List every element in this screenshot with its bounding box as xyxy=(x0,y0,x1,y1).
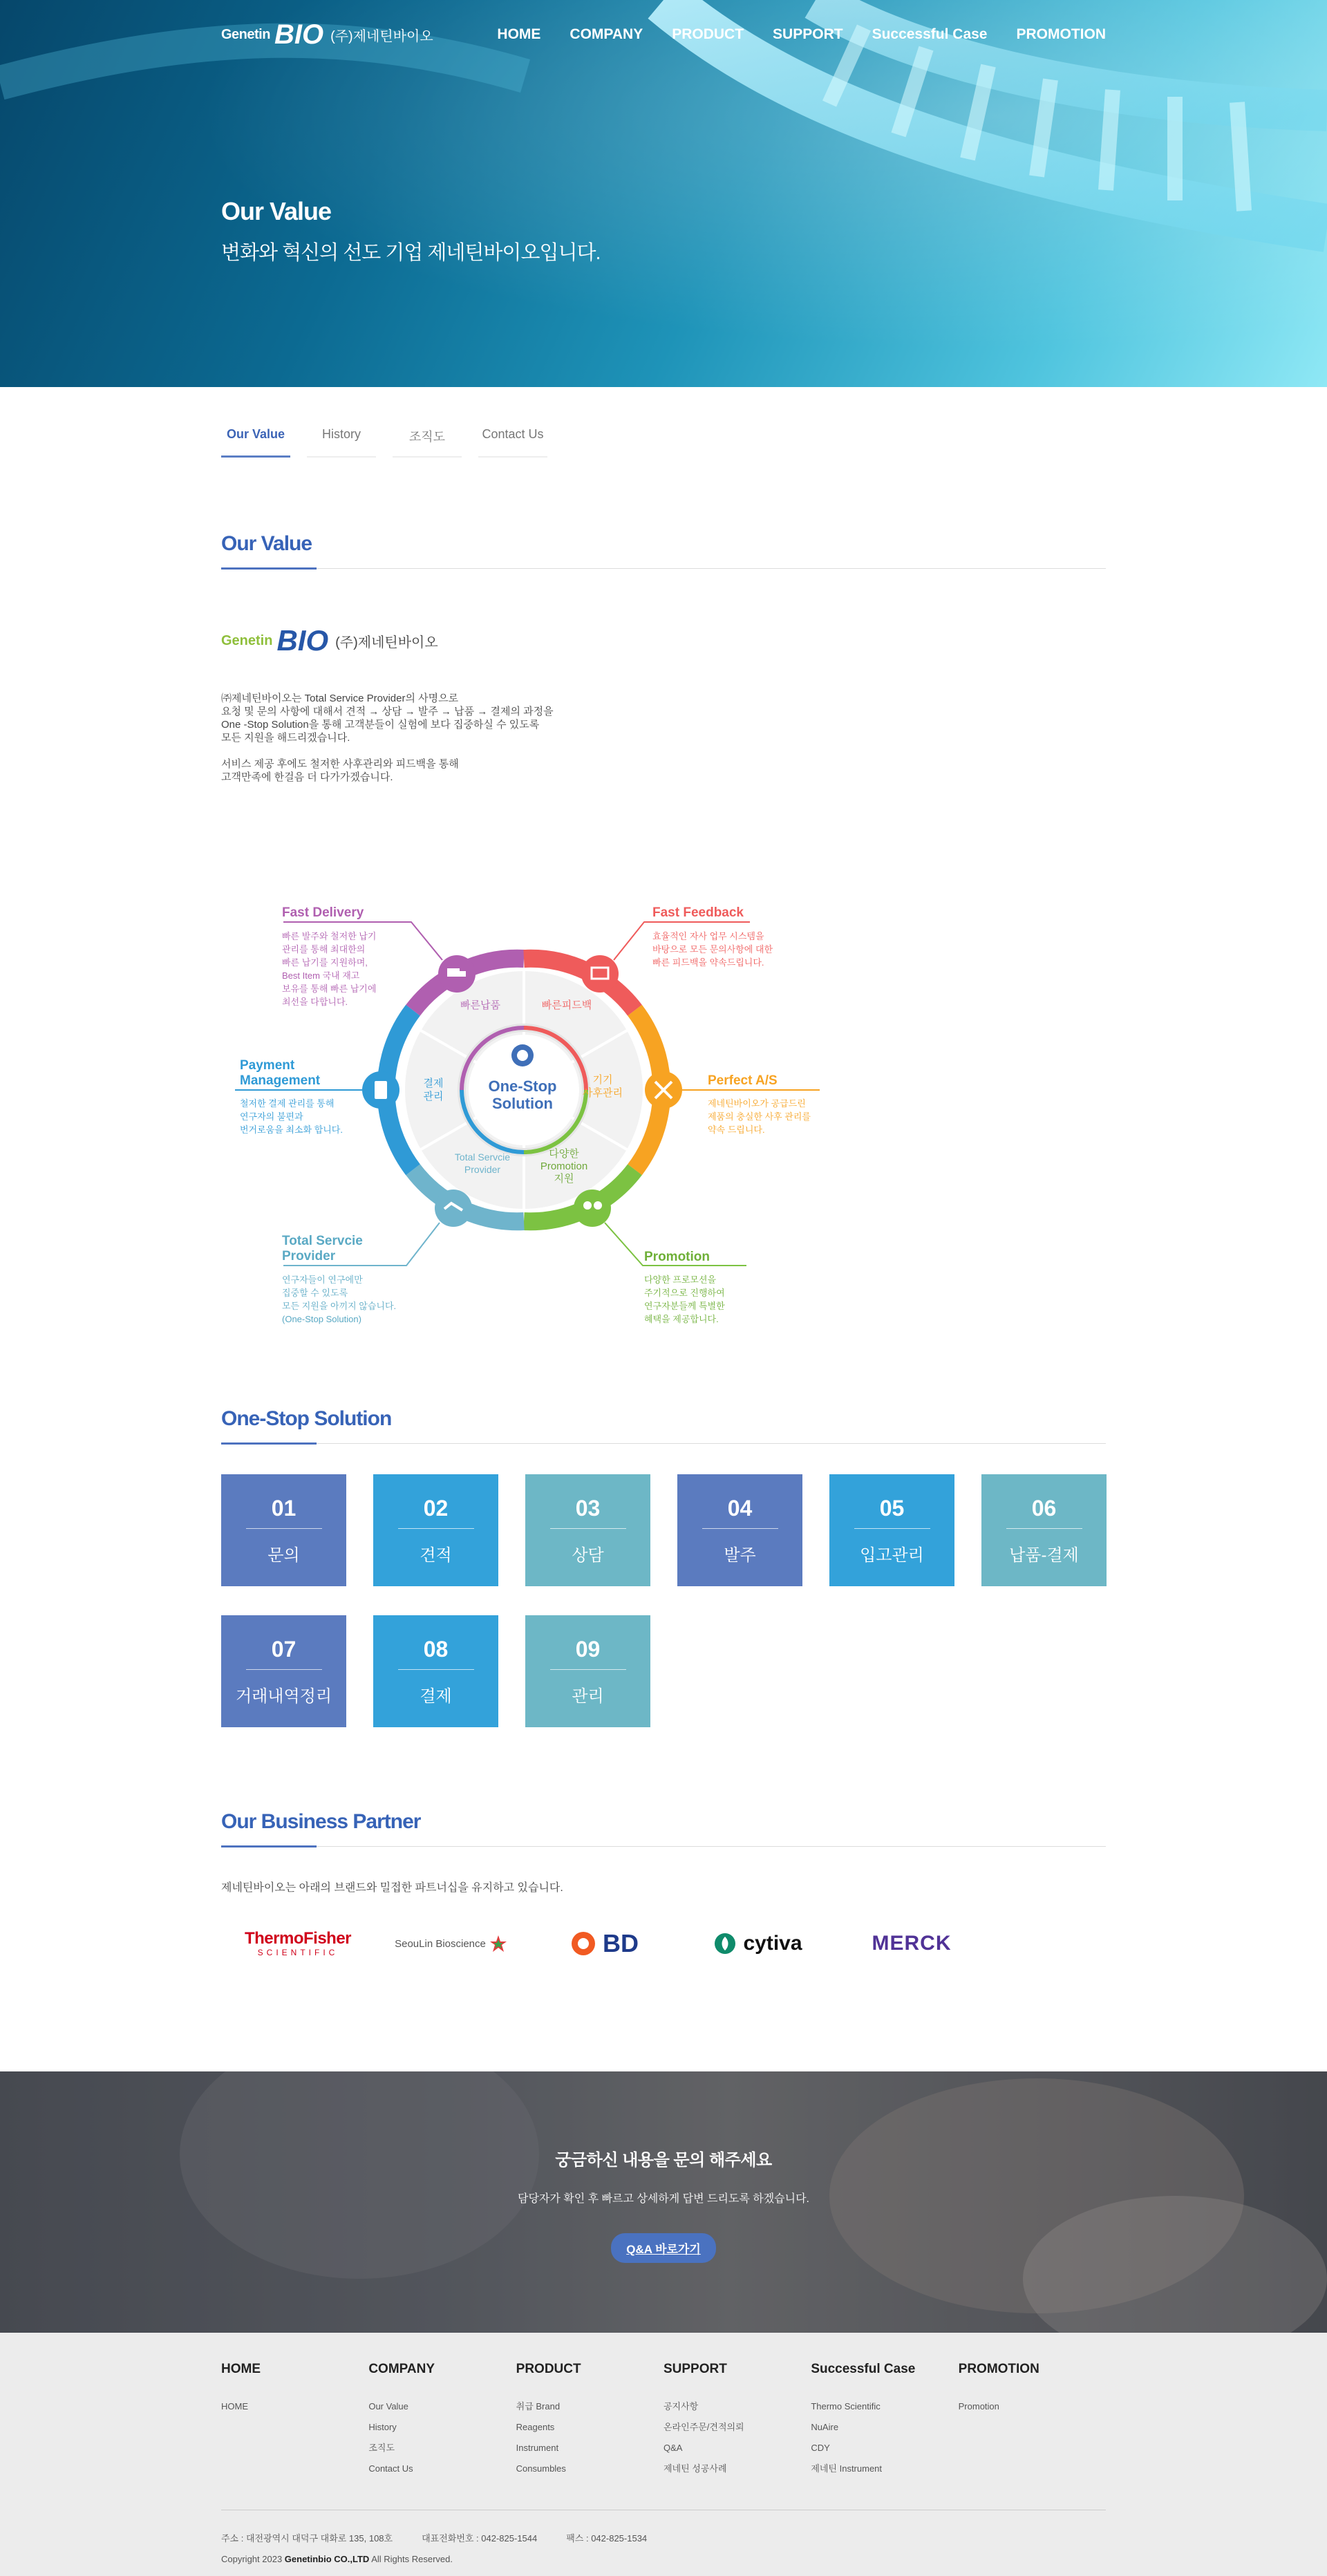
footer-link[interactable]: 제네틴 성공사례 xyxy=(663,2463,727,2474)
footer-link[interactable]: 온라인주문/견적의뢰 xyxy=(663,2422,744,2432)
center-title-1: One-Stop xyxy=(488,1078,557,1095)
step-label: 문의 xyxy=(267,1545,300,1565)
footer-link[interactable]: Consumbles xyxy=(516,2463,566,2474)
solution-step xyxy=(221,1615,346,1727)
nav-home[interactable]: HOME xyxy=(497,26,541,42)
intro-logo-bio: BIO xyxy=(276,624,329,657)
solution-step xyxy=(525,1615,650,1727)
footer-col-company xyxy=(368,2362,516,2479)
callout-feedback-line: 바탕으로 모든 문의사항에 대한 xyxy=(652,944,773,955)
intro-logo-genetin: Genetin xyxy=(221,632,273,648)
solution-step xyxy=(221,1474,346,1586)
seg-label-delivery: 빠른납품 xyxy=(460,999,500,1011)
one-stop-grid xyxy=(221,1474,1106,1727)
brand-logo[interactable] xyxy=(221,19,433,50)
partner-seoulin[interactable] xyxy=(375,1919,528,1968)
step-number: 04 xyxy=(702,1496,778,1529)
footer-col-promotion xyxy=(959,2362,1106,2479)
footer-col-title: PRODUCT xyxy=(516,2362,581,2376)
cytiva-leaf-icon xyxy=(714,1933,736,1955)
step-label: 결제 xyxy=(420,1686,452,1706)
value-wheel xyxy=(221,832,1106,1357)
qna-description: 담당자가 확인 후 빠르고 상세하게 답변 드리도록 하겠습니다. xyxy=(518,2193,809,2205)
seg-label-tsp-2: Provider xyxy=(464,1164,501,1175)
seoulin-star-icon xyxy=(489,1934,508,1953)
monitor-icon xyxy=(581,955,619,993)
callout-as-title: Perfect A/S xyxy=(708,1073,778,1088)
thermo-sub: SCIENTIFIC xyxy=(257,1948,339,1957)
hero-title: Our Value xyxy=(221,197,332,225)
intro-line: 서비스 제공 후에도 철저한 사후관리와 피드백을 통해 xyxy=(221,758,459,770)
footer-link[interactable]: Thermo Scientific xyxy=(811,2401,881,2412)
handshake-icon xyxy=(435,1190,472,1227)
footer-address: 주소 : 대전광역시 대덕구 대화로 135, 108호 xyxy=(221,2533,393,2544)
callout-delivery-line: 관리를 통해 최대한의 xyxy=(282,944,366,955)
callout-tsp-line: 연구자들이 연구에만 xyxy=(282,1275,363,1285)
site-footer xyxy=(0,2333,1327,2576)
seoulin-wordmark: SeouLin Bioscience xyxy=(395,1937,486,1950)
qna-content xyxy=(0,2071,1327,2263)
callout-as-line: 약속 드립니다. xyxy=(708,1125,765,1135)
step-number: 08 xyxy=(398,1637,474,1670)
footer-col-title: COMPANY xyxy=(368,2362,435,2376)
value-diagram xyxy=(221,832,1106,1357)
copyright-suffix: All Rights Reserved. xyxy=(369,2554,453,2564)
footer-link[interactable]: 제네틴 Instrument xyxy=(811,2463,883,2474)
step-number: 06 xyxy=(1006,1496,1082,1529)
callout-payment-title-1: Payment xyxy=(240,1058,295,1073)
footer-link[interactable]: HOME xyxy=(221,2401,248,2412)
callout-delivery-line: 보유를 통해 빠른 납기에 xyxy=(282,984,377,994)
main-content xyxy=(221,416,1106,1968)
callout-delivery-title: Fast Delivery xyxy=(282,905,364,920)
footer-link[interactable]: CDY xyxy=(811,2443,830,2453)
footer-link[interactable]: Reagents xyxy=(516,2422,555,2432)
solution-step xyxy=(677,1474,802,1586)
step-label: 견적 xyxy=(420,1545,452,1565)
copyright-prefix: Copyright 2023 xyxy=(221,2554,285,2564)
step-number: 03 xyxy=(550,1496,626,1529)
nav-company[interactable]: COMPANY xyxy=(570,26,643,42)
merck-wordmark: MERCK xyxy=(872,1932,952,1955)
footer-link[interactable]: Q&A xyxy=(663,2443,683,2453)
footer-copyright xyxy=(221,2554,1106,2564)
solution-step xyxy=(373,1474,498,1586)
step-label: 발주 xyxy=(724,1545,756,1565)
copyright-company: Genetinbio CO.,LTD xyxy=(284,2554,370,2564)
seg-label-feedback: 빠른피드백 xyxy=(541,999,592,1011)
seg-label-as-1: 기기 xyxy=(592,1074,613,1086)
footer-col-title: PROMOTION xyxy=(958,2362,1039,2376)
seg-label-pay-1: 결제 xyxy=(423,1078,444,1089)
sub-navigation xyxy=(221,416,1106,458)
main-menu xyxy=(497,26,1106,43)
tab-our-value[interactable]: Our Value xyxy=(221,416,290,458)
callout-payment-line: 번거로움을 최소화 합니다. xyxy=(240,1125,343,1135)
bd-sun-icon xyxy=(571,1931,596,1956)
callout-tsp-line: 집중할 수 있도록 xyxy=(282,1288,348,1298)
callout-delivery-line: 빠른 발주와 철저한 납기 xyxy=(282,931,377,941)
step-number: 09 xyxy=(550,1637,626,1670)
footer-link[interactable]: Promotion xyxy=(958,2401,999,2412)
callout-as-line: 제품의 충실한 사후 관리를 xyxy=(708,1111,811,1122)
tab-history[interactable]: History xyxy=(307,416,376,458)
nav-support[interactable]: SUPPORT xyxy=(773,26,843,42)
footer-link[interactable]: 공지사항 xyxy=(663,2401,699,2412)
bd-wordmark: BD xyxy=(603,1929,639,1957)
intro-paragraph-1 xyxy=(221,692,1106,744)
footer-tel: 대표전화번호 : 042-825-1544 xyxy=(422,2533,538,2544)
callout-payment-line: 철저한 결제 관리를 통해 xyxy=(240,1098,335,1109)
footer-link[interactable]: Instrument xyxy=(516,2443,559,2453)
intro-logo xyxy=(221,624,1106,657)
seg-label-tsp-1: Total Servcie xyxy=(454,1151,511,1163)
callout-promotion-line: 주기적으로 진행하여 xyxy=(644,1288,725,1298)
tab-organization[interactable]: 조직도 xyxy=(393,416,462,458)
people-icon xyxy=(574,1190,611,1227)
solution-step xyxy=(829,1474,954,1586)
section-title-our-value: Our Value xyxy=(221,532,1106,569)
nav-promotion[interactable]: PROMOTION xyxy=(1016,26,1106,42)
callout-feedback-line: 빠른 피드백을 약속드립니다. xyxy=(652,957,764,968)
step-number: 02 xyxy=(398,1496,474,1529)
intro-text xyxy=(221,692,1106,784)
partner-cytiva[interactable] xyxy=(681,1919,835,1968)
logo-part-bio: BIO xyxy=(274,19,324,50)
hero-banner xyxy=(0,0,1327,387)
intro-logo-korean: (주)제네틴바이오 xyxy=(335,634,438,650)
seg-label-promo-3: 지원 xyxy=(554,1173,574,1185)
partner-bd[interactable] xyxy=(528,1919,681,1968)
footer-link[interactable]: NuAire xyxy=(811,2422,839,2432)
footer-sitemap xyxy=(221,2333,1106,2479)
solution-step xyxy=(373,1615,498,1727)
footer-col-title: Successful Case xyxy=(811,2362,916,2376)
callout-tsp-line: (One-Stop Solution) xyxy=(282,1314,361,1324)
seg-label-promo-2: Promotion xyxy=(540,1160,588,1172)
callout-promotion-line: 연구자분들께 특별한 xyxy=(644,1301,725,1311)
callout-tsp-title-2: Provider xyxy=(282,1249,336,1263)
hero-text xyxy=(221,197,601,265)
seg-label-as-2: 사후관리 xyxy=(583,1087,623,1099)
tab-contact-us[interactable]: Contact Us xyxy=(478,416,547,458)
center-title-2: Solution xyxy=(492,1095,553,1112)
top-navigation xyxy=(0,0,1327,69)
intro-line: 모든 지원을 해드리겠습니다. xyxy=(221,732,350,744)
callout-payment-line: 연구자의 불편과 xyxy=(240,1111,303,1122)
step-label: 납품-결제 xyxy=(1009,1545,1079,1565)
footer-info xyxy=(221,2510,1106,2564)
footer-link[interactable]: Our Value xyxy=(368,2401,408,2412)
intro-line: 요청 및 문의 사항에 대해서 견적 → 상담 → 발주 → 납품 → 결제의 과정을 xyxy=(221,706,554,717)
qna-button[interactable]: Q&A 바로가기 xyxy=(611,2233,716,2263)
callout-tsp-title-1: Total Servcie xyxy=(282,1234,363,1248)
qna-title: 궁금하신 내용을 문의 해주세요 xyxy=(555,2151,772,2170)
footer-col-successful-case xyxy=(811,2362,958,2479)
partner-logos xyxy=(221,1919,1106,1968)
nav-product[interactable]: PRODUCT xyxy=(672,26,744,42)
callout-promotion-title: Promotion xyxy=(644,1250,710,1264)
partner-merck[interactable] xyxy=(835,1919,988,1968)
intro-line: 고객만족에 한걸음 더 다가가겠습니다. xyxy=(221,771,393,783)
partner-thermofisher[interactable] xyxy=(221,1919,375,1968)
step-label: 입고관리 xyxy=(860,1545,924,1565)
partners-description: 제네틴바이오는 아래의 브랜드와 밀접한 파트너십을 유지하고 있습니다. xyxy=(221,1882,563,1894)
callout-delivery-line: 최선을 다합니다. xyxy=(282,997,348,1007)
footer-link[interactable]: 취급 Brand xyxy=(516,2401,561,2412)
footer-col-support xyxy=(664,2362,811,2479)
solution-step xyxy=(525,1474,650,1586)
section-title-one-stop: One-Stop Solution xyxy=(221,1407,1106,1444)
step-number: 05 xyxy=(854,1496,930,1529)
step-number: 01 xyxy=(246,1496,322,1529)
step-number: 07 xyxy=(246,1637,322,1670)
solution-step xyxy=(981,1474,1107,1586)
cytiva-wordmark: cytiva xyxy=(743,1932,802,1955)
callout-payment-title-2: Management xyxy=(240,1073,321,1088)
footer-col-title: SUPPORT xyxy=(663,2362,727,2376)
footer-contact-row xyxy=(221,2531,1106,2544)
intro-line: One -Stop Solution을 통해 고객분들이 실험에 보다 집중하실 수 있도록 xyxy=(221,719,540,731)
seg-label-promo-1: 다양한 xyxy=(549,1148,579,1160)
step-label: 관리 xyxy=(572,1686,604,1706)
step-label: 상담 xyxy=(572,1545,604,1565)
intro-paragraph-2 xyxy=(221,758,1106,784)
section-title-partners: Our Business Partner xyxy=(221,1810,1106,1847)
nav-successful-case[interactable]: Successful Case xyxy=(872,26,988,42)
footer-col-product xyxy=(516,2362,664,2479)
callout-feedback-line: 효율적인 자사 업무 시스템을 xyxy=(652,931,764,941)
step-label: 거래내역정리 xyxy=(235,1686,332,1706)
footer-link[interactable]: 조직도 xyxy=(368,2443,395,2453)
callout-tsp-line: 모든 지원을 아끼지 않습니다. xyxy=(282,1301,397,1311)
footer-link[interactable]: Contact Us xyxy=(368,2463,413,2474)
thermo-wordmark: ThermoFisher xyxy=(244,1929,352,1948)
footer-fax: 팩스 : 042-825-1534 xyxy=(566,2533,648,2544)
callout-delivery-line: Best Item 국내 재고 xyxy=(282,970,360,981)
footer-col-home xyxy=(221,2362,368,2479)
qna-banner xyxy=(0,2071,1327,2333)
intro-line: ㈜제네틴바이오는 Total Service Provider의 사명으로 xyxy=(221,693,459,704)
callout-feedback-title: Fast Feedback xyxy=(652,905,744,920)
footer-col-title: HOME xyxy=(221,2362,261,2376)
footer-link[interactable]: History xyxy=(368,2422,397,2432)
callout-delivery-line: 빠른 납기를 지원하며, xyxy=(282,957,368,968)
hero-subtitle: 변화와 혁신의 선도 기업 제네틴바이오입니다. xyxy=(221,242,601,264)
seg-label-pay-2: 관리 xyxy=(423,1091,444,1102)
callout-promotion-line: 다양한 프로모션을 xyxy=(644,1275,717,1285)
logo-part-korean: (주)제네틴바이오 xyxy=(330,28,433,44)
callout-promotion-line: 혜택을 제공합니다. xyxy=(644,1314,719,1324)
logo-part-genetin: Genetin xyxy=(221,26,270,42)
callout-as-line: 제네틴바이오가 공급드린 xyxy=(708,1098,806,1109)
